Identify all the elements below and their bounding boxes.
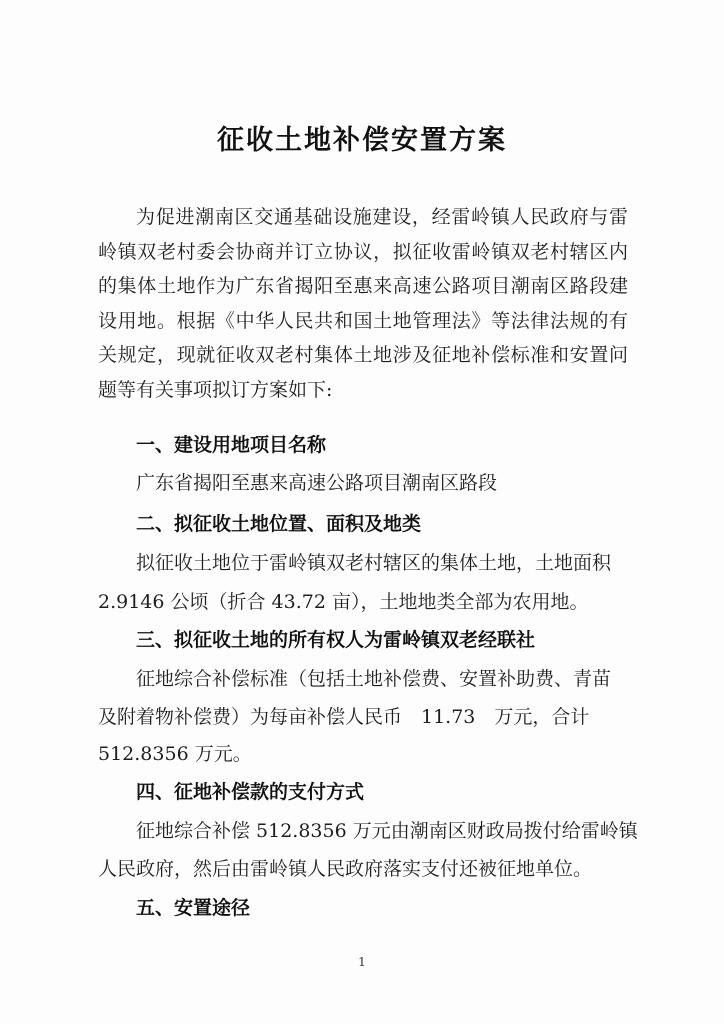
intro-paragraph: 为促进潮南区交通基础设施建设，经雷岭镇人民政府与雷岭镇双老村委会协商并订立协议，拟征收雷岭镇双老村辖区内的集体土地作为广东省揭阳至惠来高速公路项目潮南区路段建设用地。根据《中华人民共和国土地管理法》等法律法规的有关规定，现就征收双老村集体土地涉及征地补偿标准和安置问题等有关事项拟订方案如下: [98, 206, 628, 401]
section-heading-1: 一、建设用地项目名称 [136, 434, 327, 456]
section-heading-5: 五、安置途径 [136, 897, 251, 919]
page-number: 1 [358, 955, 366, 969]
section-4-line-2: 人民政府，然后由雷岭镇人民政府落实支付还被征地单位。 [98, 858, 593, 880]
section-3-line-3: 512.8356 万元。 [98, 743, 252, 765]
section-2-line-2: 2.9146 公顷（折合 43.72 亩），土地地类全部为农用地。 [98, 591, 589, 613]
section-2-line-1: 拟征收土地位于雷岭镇双老村辖区的集体土地，土地面积 [136, 552, 612, 574]
section-4-line-1: 征地综合补偿 512.8356 万元由潮南区财政局拨付给雷岭镇 [136, 820, 638, 842]
page-title: 征收土地补偿安置方案 [217, 125, 507, 156]
section-1-line-1: 广东省揭阳至惠来高速公路项目潮南区路段 [136, 472, 498, 494]
section-heading-4: 四、征地补偿款的支付方式 [136, 781, 365, 803]
section-heading-3: 三、拟征收土地的所有权人为雷岭镇双老经联社 [136, 629, 536, 651]
section-3-line-2: 及附着物补偿费）为每亩补偿人民币 11.73 万元，合计 [98, 706, 590, 728]
section-heading-2: 二、拟征收土地位置、面积及地类 [136, 513, 422, 535]
section-3-line-1: 征地综合补偿标准（包括土地补偿费、安置补助费、青苗 [136, 668, 612, 690]
